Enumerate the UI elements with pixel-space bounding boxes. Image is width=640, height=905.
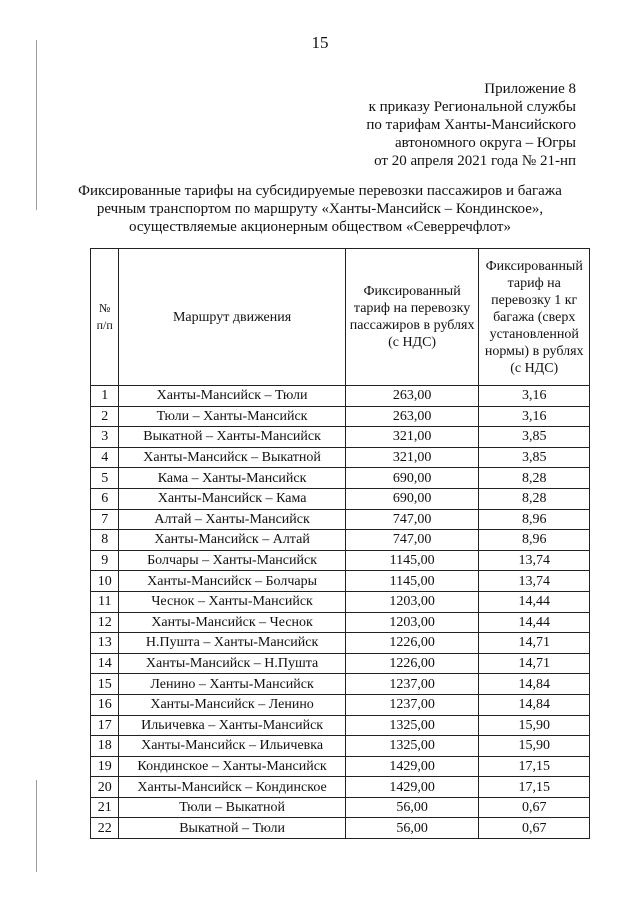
cell-route: Ханты-Мансийск – Ильичевка (119, 736, 345, 757)
cell-passenger-tariff: 1145,00 (345, 571, 479, 592)
table-row (91, 488, 590, 509)
cell-number: 13 (91, 633, 119, 654)
cell-passenger-tariff: 690,00 (345, 468, 479, 489)
appendix-block (276, 80, 576, 170)
header-row (91, 249, 590, 386)
header-route: Маршрут движения (119, 249, 345, 386)
title-line: Фиксированные тарифы на субсидируемые перевозки пассажиров и багажа (78, 183, 562, 199)
cell-passenger-tariff: 747,00 (345, 509, 479, 530)
cell-passenger-tariff: 1237,00 (345, 674, 479, 695)
cell-number: 22 (91, 818, 119, 839)
table-row (91, 777, 590, 798)
cell-passenger-tariff: 1325,00 (345, 715, 479, 736)
table-row (91, 818, 590, 839)
cell-baggage-tariff: 15,90 (479, 715, 590, 736)
cell-baggage-tariff: 13,74 (479, 550, 590, 571)
table-row (91, 715, 590, 736)
cell-passenger-tariff: 56,00 (345, 818, 479, 839)
appendix-line: к приказу Региональной службы (368, 99, 576, 115)
cell-baggage-tariff: 3,85 (479, 427, 590, 448)
cell-passenger-tariff: 321,00 (345, 427, 479, 448)
table-row (91, 653, 590, 674)
cell-passenger-tariff: 56,00 (345, 797, 479, 818)
cell-baggage-tariff: 14,44 (479, 591, 590, 612)
cell-route: Ханты-Мансийск – Выкатной (119, 447, 345, 468)
cell-route: Ханты-Мансийск – Кама (119, 488, 345, 509)
cell-route: Кама – Ханты-Мансийск (119, 468, 345, 489)
cell-number: 19 (91, 756, 119, 777)
cell-baggage-tariff: 3,16 (479, 386, 590, 407)
cell-number: 6 (91, 488, 119, 509)
cell-number: 10 (91, 571, 119, 592)
cell-baggage-tariff: 14,71 (479, 653, 590, 674)
cell-baggage-tariff: 8,96 (479, 509, 590, 530)
cell-route: Ханты-Мансийск – Ленино (119, 694, 345, 715)
table-row (91, 571, 590, 592)
cell-number: 3 (91, 427, 119, 448)
table-row (91, 694, 590, 715)
cell-number: 5 (91, 468, 119, 489)
cell-route: Выкатной – Тюли (119, 818, 345, 839)
appendix-line: автономного округа – Югры (394, 135, 576, 151)
appendix-line: Приложение 8 (484, 81, 576, 97)
cell-passenger-tariff: 1429,00 (345, 756, 479, 777)
cell-number: 15 (91, 674, 119, 695)
title-line: речным транспортом по маршруту «Ханты-Мансийск – Кондинское», (96, 201, 544, 217)
cell-route: Ханты-Мансийск – Чеснок (119, 612, 345, 633)
cell-passenger-tariff: 263,00 (345, 386, 479, 407)
cell-number: 20 (91, 777, 119, 798)
table-row (91, 427, 590, 448)
cell-baggage-tariff: 8,28 (479, 488, 590, 509)
cell-route: Чеснок – Ханты-Мансийск (119, 591, 345, 612)
table-row (91, 633, 590, 654)
table-row (91, 756, 590, 777)
cell-baggage-tariff: 0,67 (479, 818, 590, 839)
cell-baggage-tariff: 13,74 (479, 571, 590, 592)
cell-route: Ленино – Ханты-Мансийск (119, 674, 345, 695)
cell-number: 7 (91, 509, 119, 530)
cell-passenger-tariff: 690,00 (345, 488, 479, 509)
table-row (91, 406, 590, 427)
table-row (91, 591, 590, 612)
cell-number: 9 (91, 550, 119, 571)
cell-route: Тюли – Выкатной (119, 797, 345, 818)
cell-passenger-tariff: 1226,00 (345, 633, 479, 654)
title-line: осуществляемые акционерным обществом «Северречфлот» (129, 219, 511, 235)
cell-passenger-tariff: 1145,00 (345, 550, 479, 571)
cell-passenger-tariff: 1237,00 (345, 694, 479, 715)
table-row (91, 736, 590, 757)
cell-route: Ильичевка – Ханты-Мансийск (119, 715, 345, 736)
cell-number: 2 (91, 406, 119, 427)
cell-number: 12 (91, 612, 119, 633)
header-passenger-tariff: Фиксированный тариф на перевозку пассажиров в рублях (с НДС) (345, 249, 479, 386)
header-baggage-tariff: Фиксированный тариф на перевозку 1 кг багажа (сверх установленной нормы) в рублях (с НДС) (479, 249, 590, 386)
cell-route: Ханты-Мансийск – Кондинское (119, 777, 345, 798)
cell-baggage-tariff: 14,71 (479, 633, 590, 654)
cell-baggage-tariff: 3,16 (479, 406, 590, 427)
cell-number: 11 (91, 591, 119, 612)
table-row (91, 386, 590, 407)
tariff-table (90, 248, 590, 839)
cell-baggage-tariff: 8,28 (479, 468, 590, 489)
cell-route: Ханты-Мансийск – Н.Пушта (119, 653, 345, 674)
cell-route: Кондинское – Ханты-Мансийск (119, 756, 345, 777)
table-row (91, 550, 590, 571)
cell-passenger-tariff: 1203,00 (345, 612, 479, 633)
cell-baggage-tariff: 17,15 (479, 777, 590, 798)
cell-route: Выкатной – Ханты-Мансийск (119, 427, 345, 448)
cell-baggage-tariff: 14,84 (479, 694, 590, 715)
cell-number: 8 (91, 530, 119, 551)
table-row (91, 612, 590, 633)
cell-passenger-tariff: 321,00 (345, 447, 479, 468)
cell-number: 18 (91, 736, 119, 757)
header-number: № п/п (91, 249, 119, 386)
cell-baggage-tariff: 14,44 (479, 612, 590, 633)
cell-baggage-tariff: 3,85 (479, 447, 590, 468)
cell-number: 1 (91, 386, 119, 407)
table-row (91, 674, 590, 695)
cell-baggage-tariff: 17,15 (479, 756, 590, 777)
cell-route: Ханты-Мансийск – Алтай (119, 530, 345, 551)
cell-baggage-tariff: 0,67 (479, 797, 590, 818)
cell-route: Ханты-Мансийск – Болчары (119, 571, 345, 592)
table-row (91, 797, 590, 818)
page-number: 15 (311, 33, 329, 52)
scan-edge-line (36, 780, 37, 872)
document-title (60, 182, 580, 236)
cell-baggage-tariff: 8,96 (479, 530, 590, 551)
table-row (91, 468, 590, 489)
table-row (91, 509, 590, 530)
cell-passenger-tariff: 1226,00 (345, 653, 479, 674)
cell-route: Тюли – Ханты-Мансийск (119, 406, 345, 427)
appendix-line: от 20 апреля 2021 года № 21-нп (374, 153, 576, 169)
cell-route: Алтай – Ханты-Мансийск (119, 509, 345, 530)
table-row (91, 447, 590, 468)
cell-number: 21 (91, 797, 119, 818)
cell-passenger-tariff: 747,00 (345, 530, 479, 551)
cell-number: 17 (91, 715, 119, 736)
cell-baggage-tariff: 15,90 (479, 736, 590, 757)
cell-number: 16 (91, 694, 119, 715)
table-row (91, 530, 590, 551)
cell-passenger-tariff: 263,00 (345, 406, 479, 427)
cell-route: Ханты-Мансийск – Тюли (119, 386, 345, 407)
cell-number: 14 (91, 653, 119, 674)
table-header (91, 249, 590, 386)
scan-edge-line (36, 40, 37, 210)
cell-passenger-tariff: 1203,00 (345, 591, 479, 612)
table-body (91, 386, 590, 839)
cell-passenger-tariff: 1325,00 (345, 736, 479, 757)
cell-passenger-tariff: 1429,00 (345, 777, 479, 798)
cell-baggage-tariff: 14,84 (479, 674, 590, 695)
cell-number: 4 (91, 447, 119, 468)
appendix-line: по тарифам Ханты-Мансийского (366, 117, 576, 133)
cell-route: Н.Пушта – Ханты-Мансийск (119, 633, 345, 654)
cell-route: Болчары – Ханты-Мансийск (119, 550, 345, 571)
